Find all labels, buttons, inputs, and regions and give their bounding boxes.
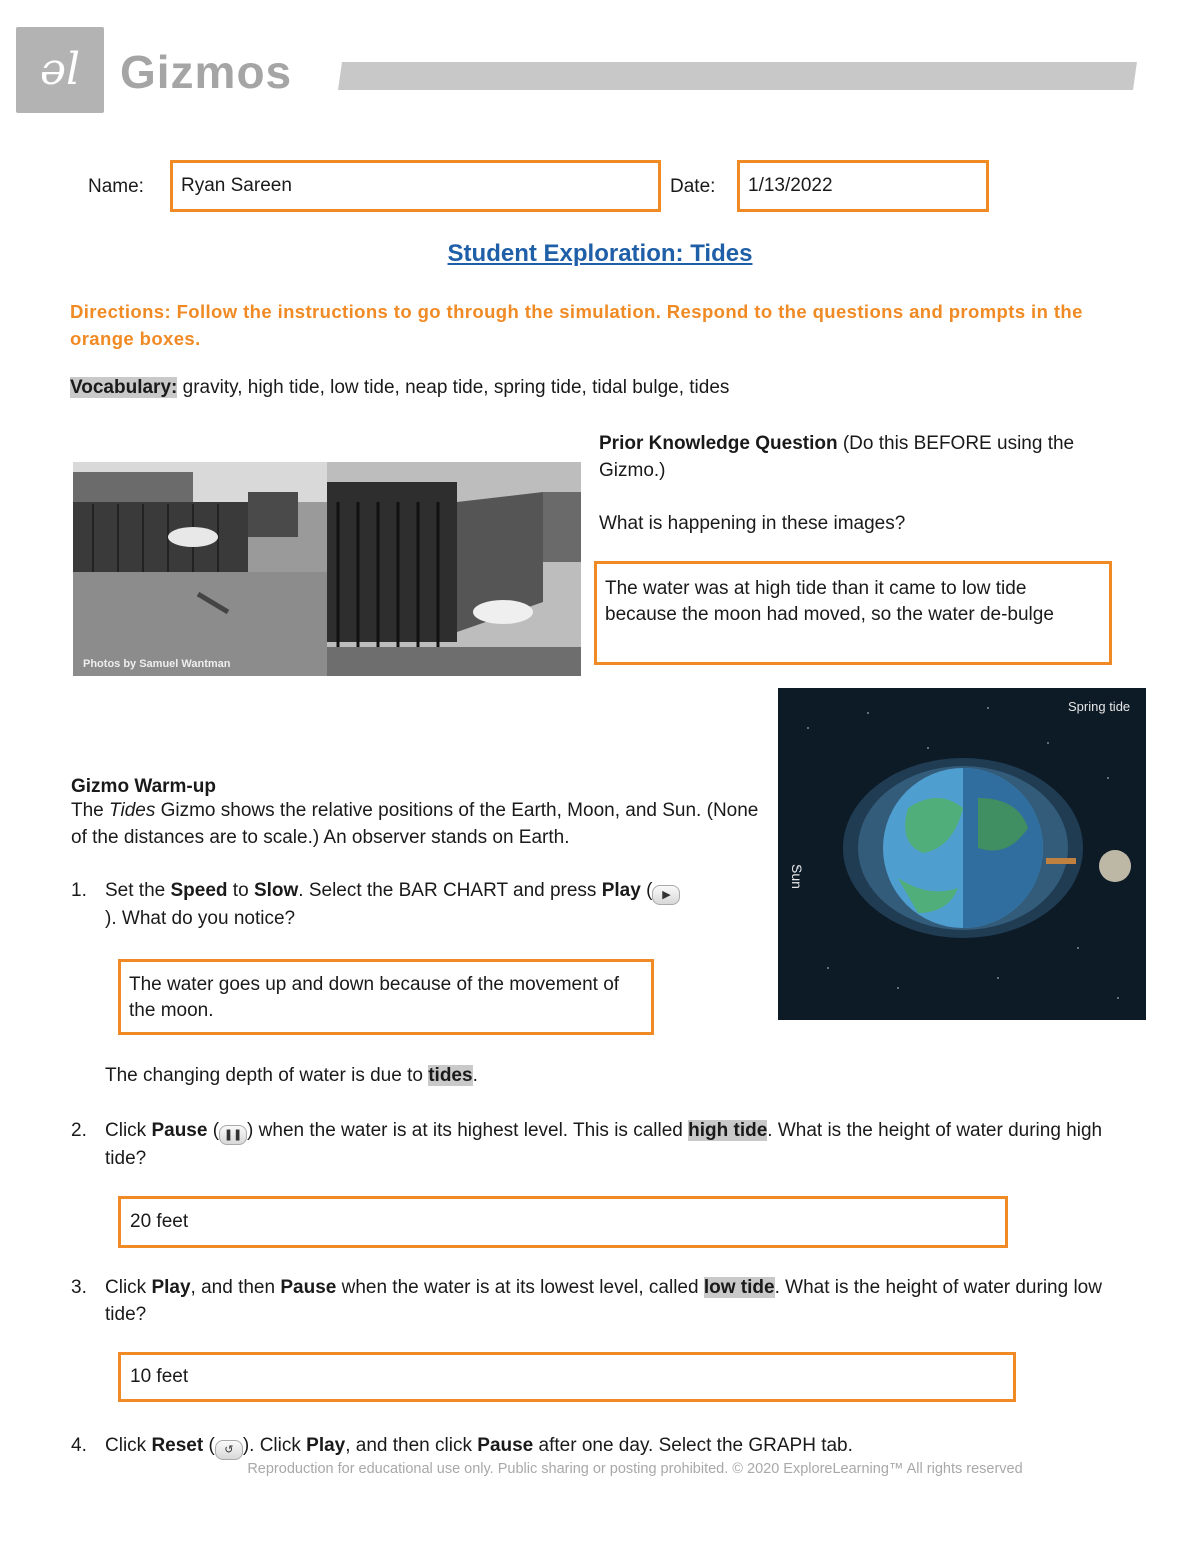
directions-text: Directions: Follow the instructions to go through the simulation. Respond to the questions and prompts in the orange boxes. xyxy=(70,301,1083,349)
question-1-followup: The changing depth of water is due to tides. xyxy=(105,1065,478,1086)
vocabulary-terms: gravity, high tide, low tide, neap tide, spring tide, tidal bulge, tides xyxy=(177,377,730,398)
play-icon: ▶ xyxy=(652,885,680,905)
question-3-answer: 10 feet xyxy=(130,1366,189,1387)
prior-knowledge-answer: The water was at high tide than it came to low tide because the moon had moved, so the water de-bulge xyxy=(605,578,1054,625)
question-4-text: Click Reset ( ↺ ). Click Play, and then click Pause after one day. Select the GRAPH tab. xyxy=(105,1432,1135,1460)
date-label: Date: xyxy=(670,176,716,197)
vocabulary-line xyxy=(70,377,729,399)
footer-copyright: Reproduction for educational use only. Public sharing or posting prohibited. © 2020 ExploreLearning™ All rights reserved xyxy=(247,1461,1023,1477)
prior-knowledge-prompt xyxy=(599,430,1119,484)
name-label: Name: xyxy=(88,176,144,197)
question-number: 4. xyxy=(71,1435,87,1456)
reset-icon: ↺ xyxy=(215,1440,243,1460)
prior-knowledge-note: (Do this BEFORE using the Gizmo.) xyxy=(599,433,1075,481)
header-decorative-bar xyxy=(338,62,1137,90)
question-2-text: Click Pause ( ❚❚ ) when the water is at its highest level. This is called high tide. What is the height of water during high tide? xyxy=(105,1120,1103,1169)
sun-label: Sun xyxy=(789,864,805,889)
harbor-photos-illustration xyxy=(73,462,581,676)
prior-knowledge-heading: Prior Knowledge Question xyxy=(599,433,838,454)
earth-moon-diagram xyxy=(778,688,1146,1020)
warmup-intro-part: Gizmo shows the relative positions of the Earth, Moon, and Sun. (None of the distances are to scale.) An observer stands on Earth. xyxy=(71,800,759,848)
question-1-text: Set the Speed to Slow. Select the BAR CHART and press Play ( ▶). What do you notice? xyxy=(105,877,685,932)
photo-credit: Photos by Samuel Wantman xyxy=(83,658,231,670)
prior-knowledge-question: What is happening in these images? xyxy=(599,513,906,534)
warmup-intro-italic: Tides xyxy=(109,800,156,821)
warmup-heading: Gizmo Warm-up xyxy=(71,776,216,797)
spring-tide-label: Spring tide xyxy=(1068,699,1131,714)
question-3-answer-box[interactable] xyxy=(118,1352,1016,1402)
pause-icon: ❚❚ xyxy=(219,1125,247,1145)
question-2-answer: 20 feet xyxy=(130,1211,189,1232)
brand-name: Gizmos xyxy=(120,46,293,98)
tides-simulation-image xyxy=(778,688,1146,1020)
date-field[interactable] xyxy=(737,160,989,212)
question-number: 1. xyxy=(71,880,87,901)
name-field[interactable] xyxy=(170,160,661,212)
prior-knowledge-answer-box[interactable] xyxy=(594,561,1112,665)
page-title: Student Exploration: Tides xyxy=(447,240,753,267)
warmup-intro xyxy=(71,797,761,851)
name-value: Ryan Sareen xyxy=(181,175,292,196)
question-2-answer-box[interactable] xyxy=(118,1196,1008,1248)
harbor-photos xyxy=(73,462,581,676)
question-number: 2. xyxy=(71,1120,87,1141)
question-3-text: Click Play, and then Pause when the water is at its lowest level, called low tide. What is the height of water during low tide? xyxy=(105,1277,1102,1325)
question-1-answer-box[interactable] xyxy=(118,959,654,1035)
vocabulary-label: Vocabulary: xyxy=(70,377,178,398)
date-value: 1/13/2022 xyxy=(748,175,833,196)
explorelearning-logo-icon: əl xyxy=(39,44,81,95)
warmup-intro-part: The xyxy=(71,800,110,821)
question-number: 3. xyxy=(71,1277,87,1298)
question-1-answer: The water goes up and down because of the movement of the moon. xyxy=(129,974,620,1021)
